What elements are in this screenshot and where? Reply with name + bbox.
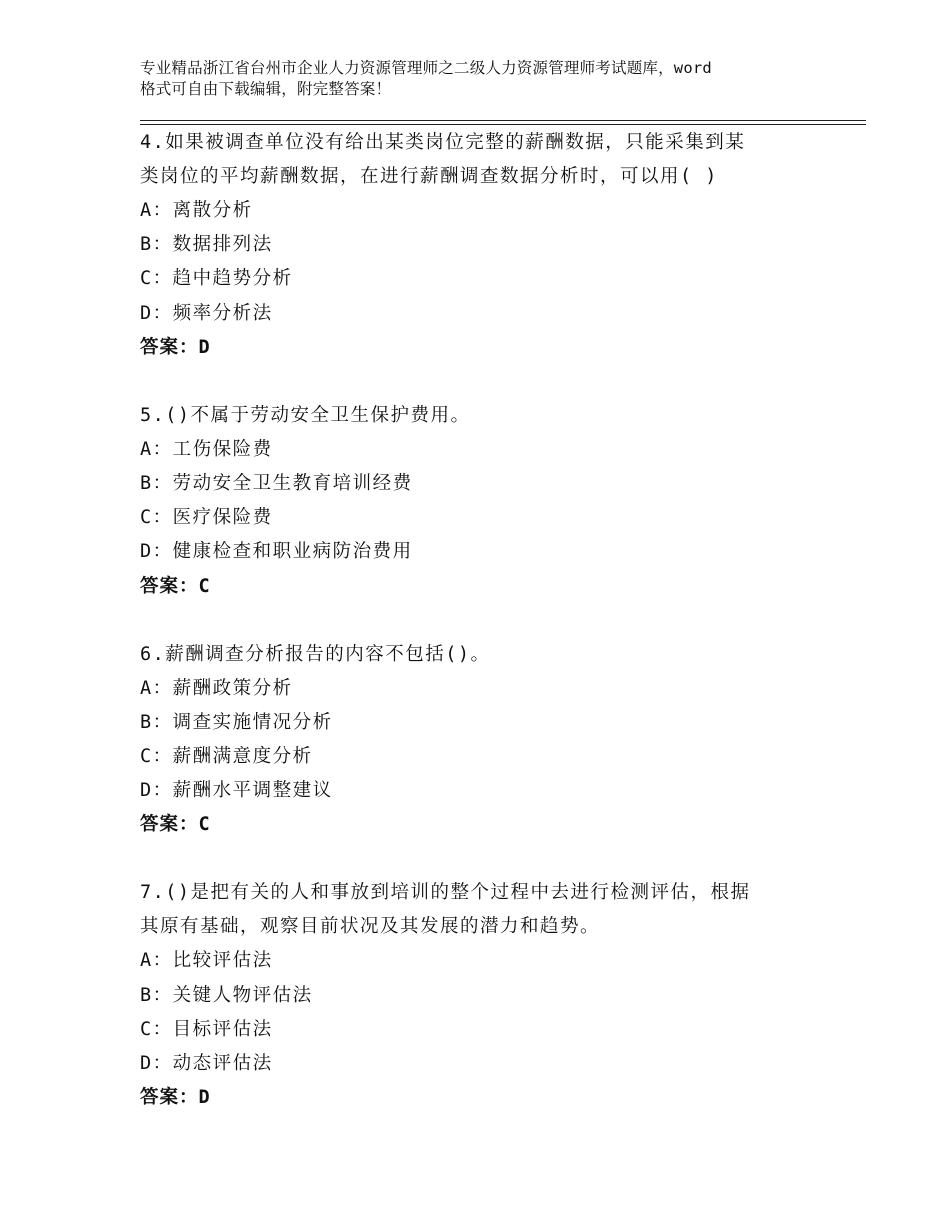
option-b: B：关键人物评估法 (140, 984, 313, 1006)
option-d: D：健康检查和职业病防治费用 (140, 541, 413, 563)
header-line-1: 专业精品浙江省台州市企业人力资源管理师之二级人力资源管理师考试题库，word (140, 59, 712, 77)
option-b: B：调查实施情况分析 (140, 711, 333, 733)
option-d: D：动态评估法 (140, 1053, 273, 1075)
question-text: 6.薪酬调查分析报告的内容不包括()。 (140, 643, 491, 665)
question-5 (140, 399, 840, 604)
option-a: A：工伤保险费 (140, 438, 273, 460)
answer-label: 答案：C (140, 814, 211, 836)
option-d: D：频率分析法 (140, 302, 273, 324)
option-b: B：数据排列法 (140, 234, 273, 256)
question-text: 4.如果被调查单位没有给出某类岗位完整的薪酬数据，只能采集到某 (140, 132, 746, 153)
option-d: D：薪酬水平调整建议 (140, 780, 333, 802)
question-spacer (140, 842, 840, 876)
question-text: 类岗位的平均薪酬数据，在进行薪酬调查数据分析时，可以用( ) (140, 166, 718, 187)
header-line-2: 格式可自由下载编辑，附完整答案！ (140, 80, 392, 98)
question-spacer (140, 604, 840, 638)
option-c: C：医疗保险费 (140, 507, 273, 529)
question-text: 7.()是把有关的人和事放到培训的整个过程中去进行检测评估，根据 (140, 882, 751, 904)
option-b: B：劳动安全卫生教育培训经费 (140, 473, 413, 495)
question-6 (140, 638, 840, 843)
document-header (140, 58, 830, 100)
option-a: A：薪酬政策分析 (140, 677, 293, 699)
question-7 (140, 876, 840, 1115)
answer-label: 答案：C (140, 575, 211, 597)
option-c: C：趋中趋势分析 (140, 268, 293, 290)
option-c: C：目标评估法 (140, 1018, 273, 1040)
question-spacer (140, 365, 840, 399)
answer-label: 答案：D (140, 1087, 211, 1109)
header-divider-bottom (140, 124, 866, 125)
option-a: A：比较评估法 (140, 950, 273, 972)
question-list (140, 126, 840, 1115)
option-a: A：离散分析 (140, 200, 253, 221)
option-c: C：薪酬满意度分析 (140, 746, 313, 768)
question-text: 5.()不属于劳动安全卫生保护费用。 (140, 404, 471, 426)
header-divider-top (140, 120, 866, 121)
question-text: 其原有基础，观察目前状况及其发展的潜力和趋势。 (140, 916, 601, 938)
answer-label: 答案：D (140, 336, 211, 358)
question-4 (140, 126, 840, 365)
